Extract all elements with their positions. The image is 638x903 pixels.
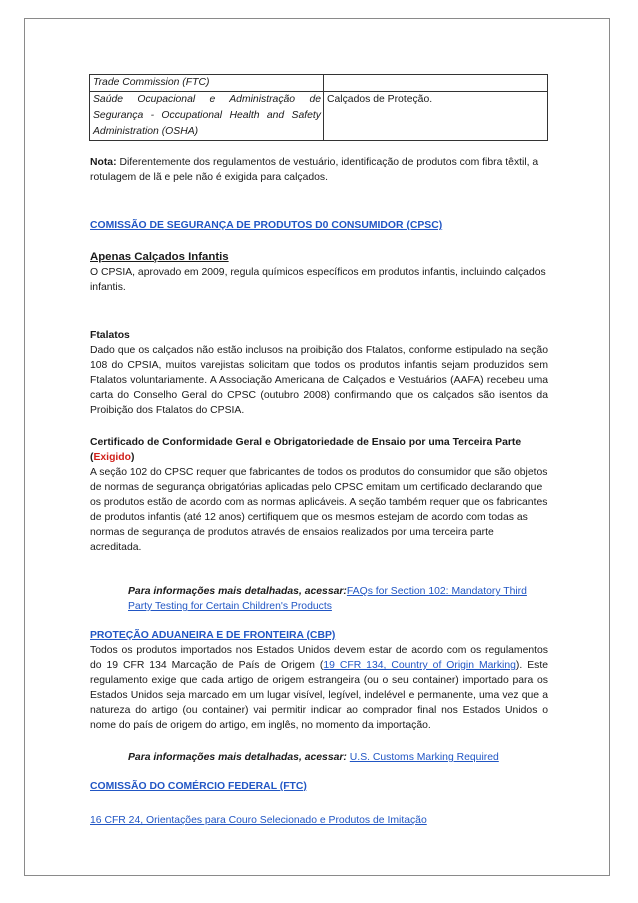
cert-required-line <box>90 450 548 465</box>
cpsc-heading[interactable] <box>90 218 548 233</box>
cbp-info-label: Para informações mais detalhadas, acessar: <box>128 752 347 763</box>
table-cell-product: Calçados de Proteção. <box>324 92 548 141</box>
cpsc-faq-link[interactable]: FAQs for Section 102: Mandatory Third Party Testing for Certain Children's Products <box>128 586 527 612</box>
cbp-heading-link[interactable]: PROTEÇÃO ADUANEIRA E DE FRONTEIRA (CBP) <box>90 630 336 641</box>
cert-text: A seção 102 do CPSC requer que fabricantes de todos os produtos do consumidor que são objetos de normas de segurança obrigatórias aplicadas pelo CPSC emitam um certificado declarando que os produtos estão de acordo com as normas aplicáveis. A seção também requer que os fabricantes de produtos infantis (até 12 anos) certifiquem que os mesmos estejam de acordo com todas as normas de segurança de produtos através de ensaios realizados por uma terceira parte acreditada. <box>90 467 548 553</box>
cert-paren-open: ( <box>90 452 94 463</box>
cert-paren-close: ) <box>131 452 135 463</box>
customs-marking-link[interactable]: U.S. Customs Marking Required <box>349 752 499 763</box>
cfr-24-link[interactable]: 16 CFR 24, Orientações para Couro Selecionado e Produtos de Imitação <box>90 815 427 826</box>
ftalatos-text: Dado que os calçados não estão inclusos na proibição dos Ftalatos, conforme estipulado na seção 108 do CPSIA, muitos varejistas solicitam que todos os produtos infantis sejam produzidos sem Ftalatos voluntariamente. A Associação Americana de Calçados e Vestuários (AAFA) recebeu uma carta do Conselho Geral do CPSC (outubro 2008) confirmando que os calçados são isentos da Proibição dos Ftalatos do CPSIA. <box>90 345 548 416</box>
table-cell-agency: Trade Commission (FTC) <box>90 75 324 92</box>
cpsc-subheading <box>90 250 548 265</box>
cpsc-heading-link[interactable]: COMISSÃO DE SEGURANÇA DE PRODUTOS D0 CONSUMIDOR (CPSC) <box>90 220 443 231</box>
ftalatos-title: Ftalatos <box>90 330 130 341</box>
regulation-table <box>89 74 548 141</box>
cpsc-subheading-text: Apenas Calçados Infantis <box>90 251 229 263</box>
cert-title: Certificado de Conformidade Geral e Obrigatoriedade de Ensaio por uma Terceira Parte <box>90 437 522 448</box>
ftc-link-line[interactable] <box>90 813 548 828</box>
ftc-heading-link[interactable]: COMISSÃO DO COMÉRCIO FEDERAL (FTC) <box>90 781 307 792</box>
document-content <box>90 74 548 828</box>
ftc-heading[interactable] <box>90 779 548 794</box>
table-cell-product <box>324 75 548 92</box>
cpsc-intro: O CPSIA, aprovado em 2009, regula químicos específicos em produtos infantis, incluindo calçados infantis. <box>90 267 546 293</box>
nota-text: Diferentemente dos regulamentos de vestuário, identificação de produtos com fibra têxtil, a rotulagem de lã e pele não é exigida para calçados. <box>90 157 539 183</box>
required-badge: Exigido <box>93 452 131 463</box>
cbp-text-b: ). Este regulamento exige que cada artigo de origem estrangeira (ou o seu container) importado para os Estados Unidos seja marcado em um lugar visível, legível, indelével e permanente, uma vez que a natureza do artigo (ou container) vai permitir indicar ao comprador final nos Estados Unidos o nome do país de origem do artigo, em inglês, no momento da importação. <box>90 660 548 731</box>
cfr-134-link[interactable]: 19 CFR 134, Country of Origin Marking <box>323 660 516 671</box>
cpsc-info-label: Para informações mais detalhadas, acessar: <box>128 586 347 597</box>
cbp-text <box>90 643 548 733</box>
cbp-heading[interactable] <box>90 628 548 643</box>
table-row <box>90 75 548 92</box>
cpsc-info <box>128 584 548 614</box>
cbp-info <box>128 750 548 765</box>
cbp-text-a: Todos os produtos importados nos Estados Unidos devem estar de acordo com os regulamentos do 19 CFR 134 Marcação de País de Origem ( <box>90 645 548 671</box>
nota-label: Nota: <box>90 157 117 168</box>
table-row <box>90 92 548 141</box>
table-cell-agency: Saúde Ocupacional e Administração de Segurança - Occupational Health and Safety Administration (OSHA) <box>90 92 324 141</box>
nota-paragraph <box>90 155 548 185</box>
